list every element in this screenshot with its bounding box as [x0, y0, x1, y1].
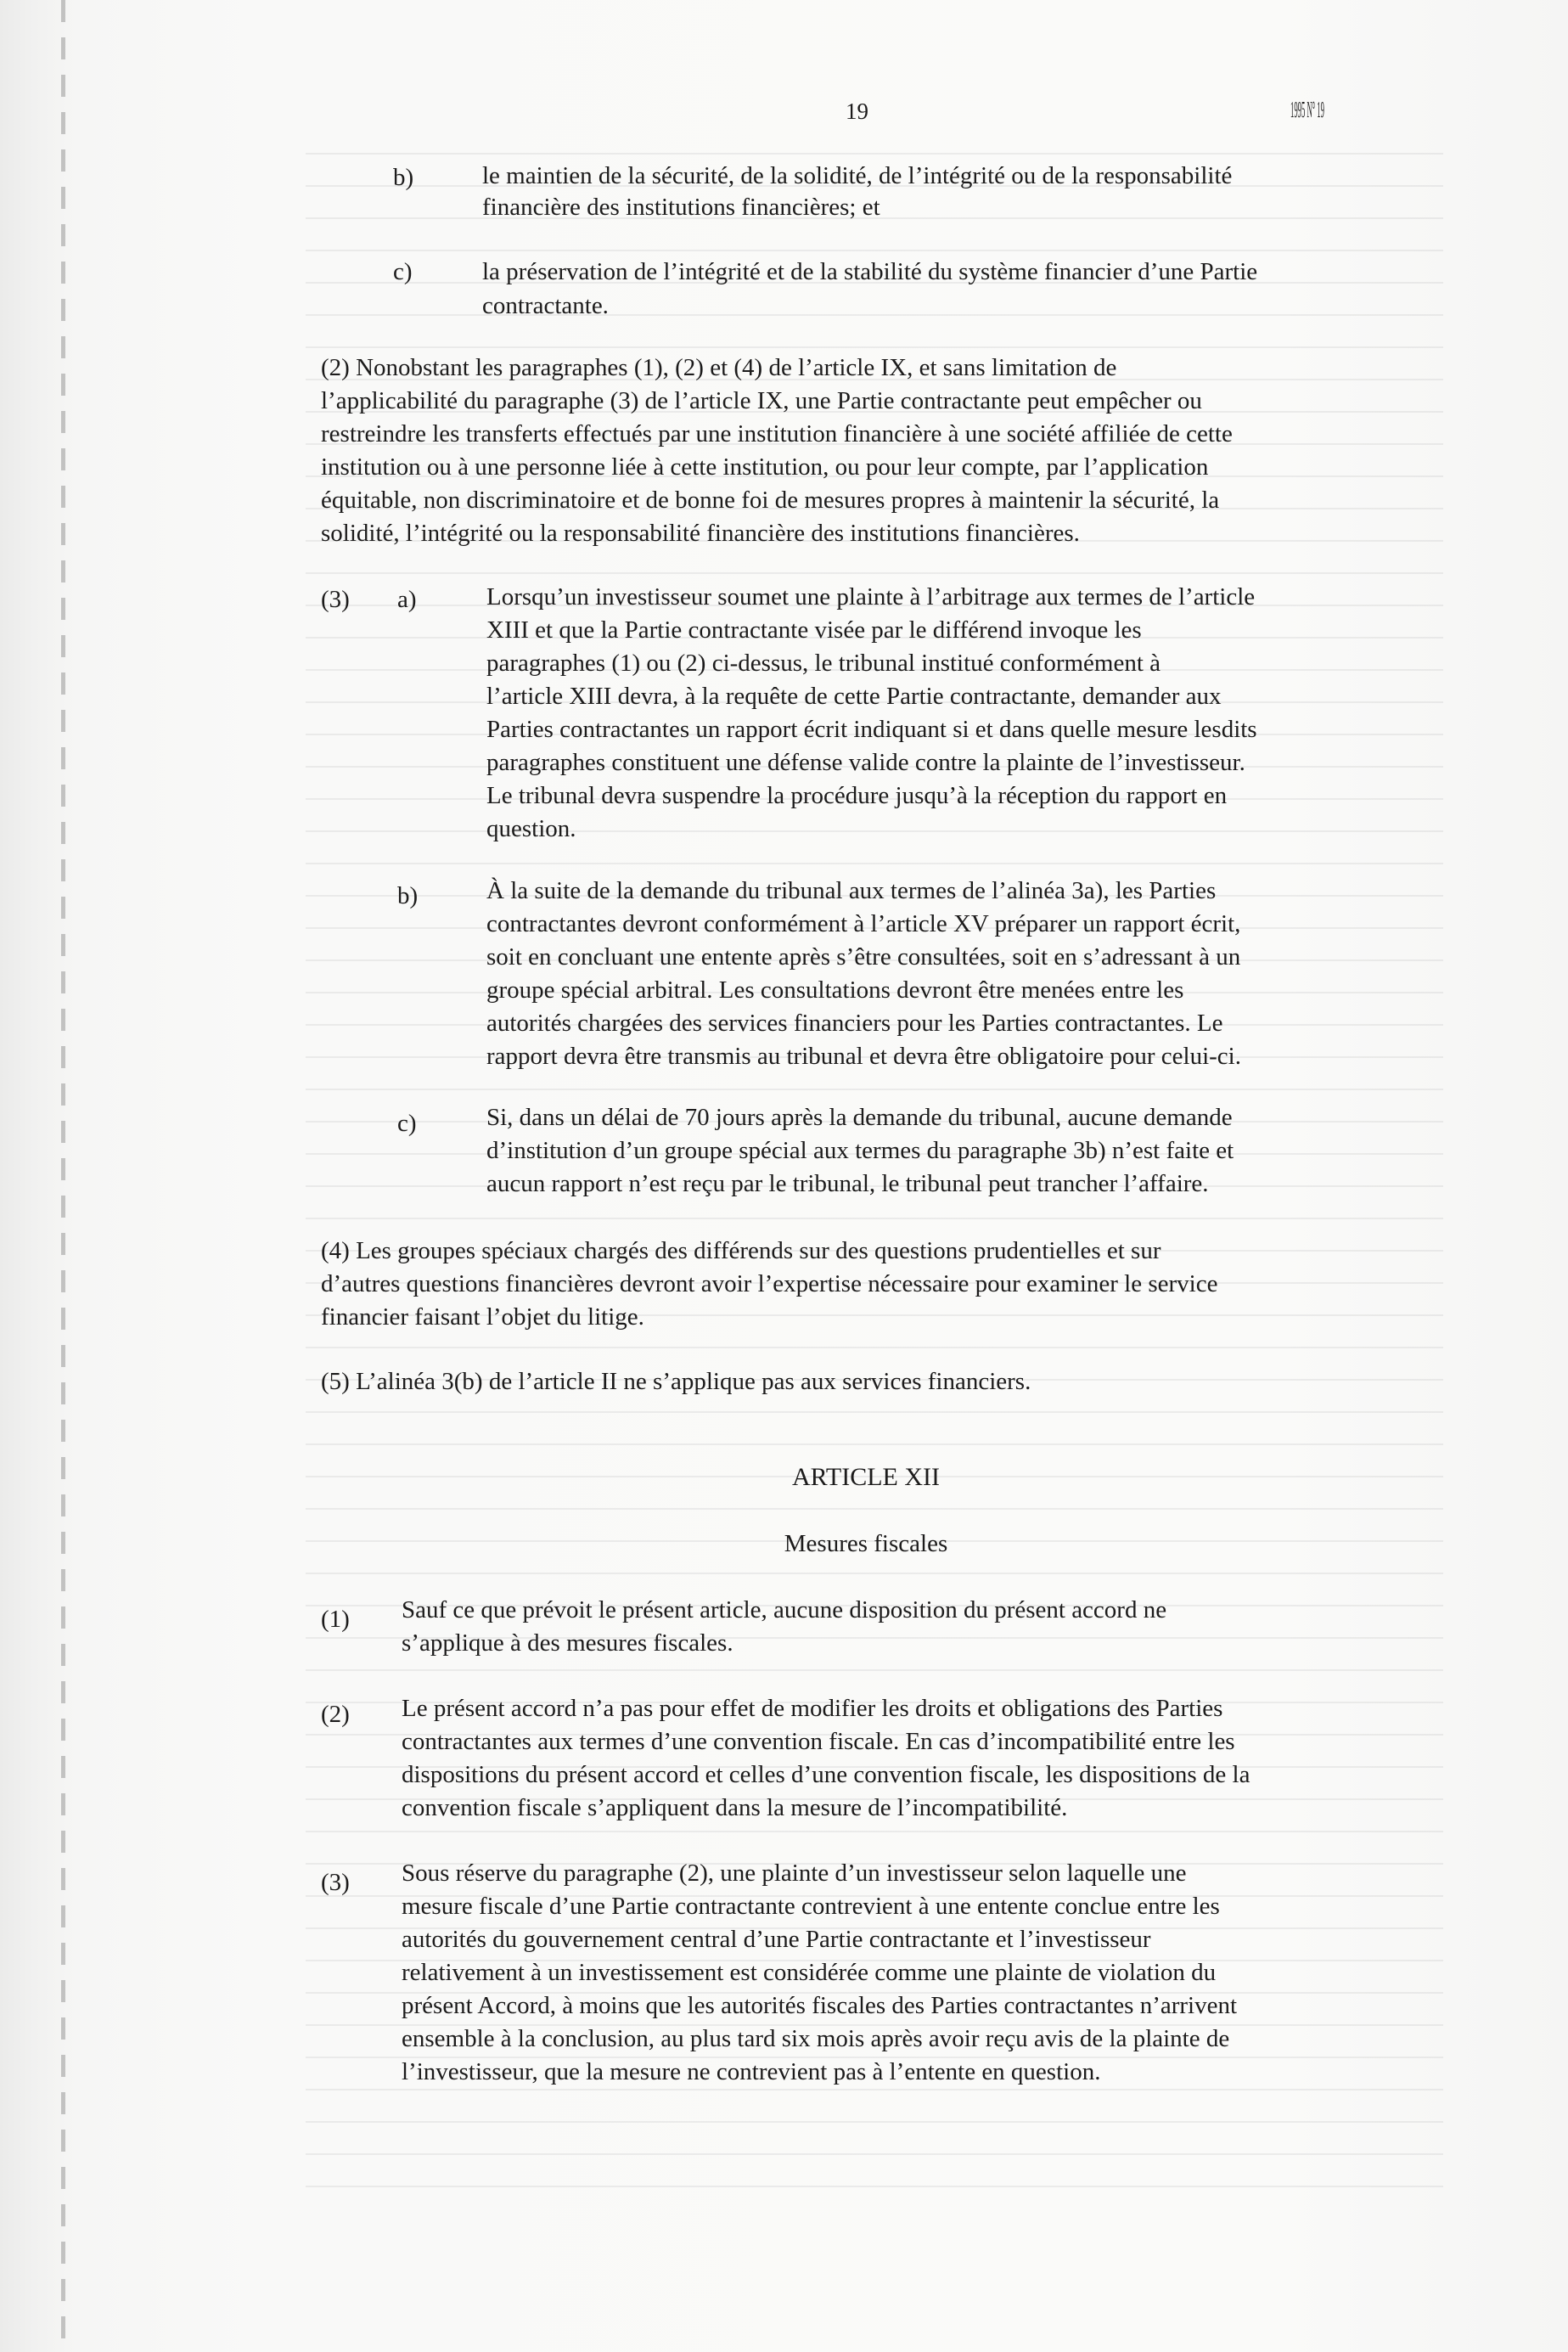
paragraph-number: (1) — [321, 1606, 350, 1633]
text-line: la préservation de l’intégrité et de la stabilité du système financier d’une Partie — [482, 258, 1258, 285]
text-line: Si, dans un délai de 70 jours après la demande du tribunal, aucune demande — [486, 1104, 1233, 1131]
text-line: rapport devra être transmis au tribunal et devra être obligatoire pour celui-ci. — [486, 1043, 1241, 1070]
text-line: (5) L’alinéa 3(b) de l’article II ne s’applique pas aux services financiers. — [321, 1368, 1031, 1395]
text-line: Le présent accord n’a pas pour effet de modifier les droits et obligations des Parties — [402, 1695, 1223, 1722]
item-marker: c) — [397, 1110, 417, 1137]
text-line: financière des institutions financières; et — [482, 194, 880, 221]
text-line: Le tribunal devra suspendre la procédure jusqu’à la réception du rapport en — [486, 782, 1228, 809]
text-line: (4) Les groupes spéciaux chargés des différends sur des questions prudentielles et sur — [321, 1237, 1161, 1264]
item-marker: b) — [397, 882, 419, 909]
item-marker: a) — [397, 586, 417, 613]
article-subtitle: Mesures fiscales — [784, 1530, 948, 1557]
text-line: Sauf ce que prévoit le présent article, aucune disposition du présent accord ne — [402, 1596, 1167, 1623]
text-line: contractante. — [482, 292, 609, 319]
text-line: financier faisant l’objet du litige. — [321, 1303, 644, 1331]
text-line: s’applique à des mesures fiscales. — [402, 1629, 733, 1657]
text-line: dispositions du présent accord et celles d’une convention fiscale, les dispositions de la — [402, 1761, 1250, 1788]
text-line: Sous réserve du paragraphe (2), une plainte d’un investisseur selon laquelle une — [402, 1860, 1187, 1887]
text-line: convention fiscale s’appliquent dans la mesure de l’incompatibilité. — [402, 1794, 1068, 1821]
text-line: paragraphes (1) ou (2) ci-dessus, le tribunal institué conformément à — [486, 650, 1161, 677]
text-line: présent Accord, à moins que les autorités fiscales des Parties contractantes n’arrivent — [402, 1992, 1238, 2019]
binding-edge — [61, 0, 65, 2352]
text-line: relativement à un investissement est considérée comme une plainte de violation du — [402, 1959, 1217, 1986]
paragraph-number: (3) — [321, 586, 350, 613]
text-line: d’autres questions financières devront avoir l’expertise nécessaire pour examiner le service — [321, 1270, 1218, 1297]
text-line: ensemble à la conclusion, au plus tard six mois après avoir reçu avis de la plainte de — [402, 2025, 1230, 2052]
text-line: l’article XIII devra, à la requête de cette Partie contractante, demander aux — [486, 683, 1222, 710]
text-line: l’applicabilité du paragraphe (3) de l’article IX, une Partie contractante peut empêcher ou — [321, 387, 1202, 414]
text-line: contractantes aux termes d’une convention fiscale. En cas d’incompatibilité entre les — [402, 1728, 1235, 1755]
text-line: autorités chargées des services financiers pour les Parties contractantes. Le — [486, 1010, 1223, 1037]
text-line: le maintien de la sécurité, de la solidité, de l’intégrité ou de la responsabilité — [482, 162, 1233, 189]
text-line: Lorsqu’un investisseur soumet une plainte à l’arbitrage aux termes de l’article — [486, 583, 1256, 611]
text-line: groupe spécial arbitral. Les consultations devront être menées entre les — [486, 976, 1184, 1004]
item-marker: b) — [393, 164, 414, 191]
document-reference: 1995 N° 19 — [1290, 97, 1324, 122]
text-line: (2) Nonobstant les paragraphes (1), (2) et (4) de l’article IX, et sans limitation de — [321, 354, 1117, 381]
text-line: XIII et que la Partie contractante visée par le différend invoque les — [486, 616, 1142, 644]
text-line: aucun rapport n’est reçu par le tribunal, le tribunal peut trancher l’affaire. — [486, 1170, 1209, 1197]
text-line: paragraphes constituent une défense valide contre la plainte de l’investisseur. — [486, 749, 1245, 776]
text-line: Parties contractantes un rapport écrit indiquant si et dans quelle mesure lesdits — [486, 716, 1257, 743]
article-title: ARTICLE XII — [792, 1463, 940, 1491]
paragraph-number: (3) — [321, 1869, 350, 1896]
text-line: question. — [486, 815, 576, 842]
paragraph-number: (2) — [321, 1701, 350, 1728]
text-line: mesure fiscale d’une Partie contractante contrevient à une entente conclue entre les — [402, 1893, 1220, 1920]
text-line: soit en concluant une entente après s’être consultées, soit en s’adressant à un — [486, 943, 1241, 971]
item-marker: c) — [393, 258, 413, 285]
text-line: solidité, l’intégrité ou la responsabilité financière des institutions financières. — [321, 520, 1080, 547]
text-line: autorités du gouvernement central d’une Partie contractante et l’investisseur — [402, 1926, 1151, 1953]
text-line: restreindre les transferts effectués par une institution financière à une société affiliée de cette — [321, 420, 1233, 447]
text-line: d’institution d’un groupe spécial aux termes du paragraphe 3b) n’est faite et — [486, 1137, 1234, 1164]
page-number: 19 — [846, 98, 868, 124]
text-line: À la suite de la demande du tribunal aux termes de l’alinéa 3a), les Parties — [486, 877, 1217, 904]
text-line: institution ou à une personne liée à cette institution, ou pour leur compte, par l’application — [321, 453, 1209, 481]
text-line: l’investisseur, que la mesure ne contrevient pas à l’entente en question. — [402, 2058, 1101, 2085]
text-line: équitable, non discriminatoire et de bonne foi de mesures propres à maintenir la sécurité, la — [321, 487, 1220, 514]
text-line: contractantes devront conformément à l’article XV préparer un rapport écrit, — [486, 910, 1241, 937]
